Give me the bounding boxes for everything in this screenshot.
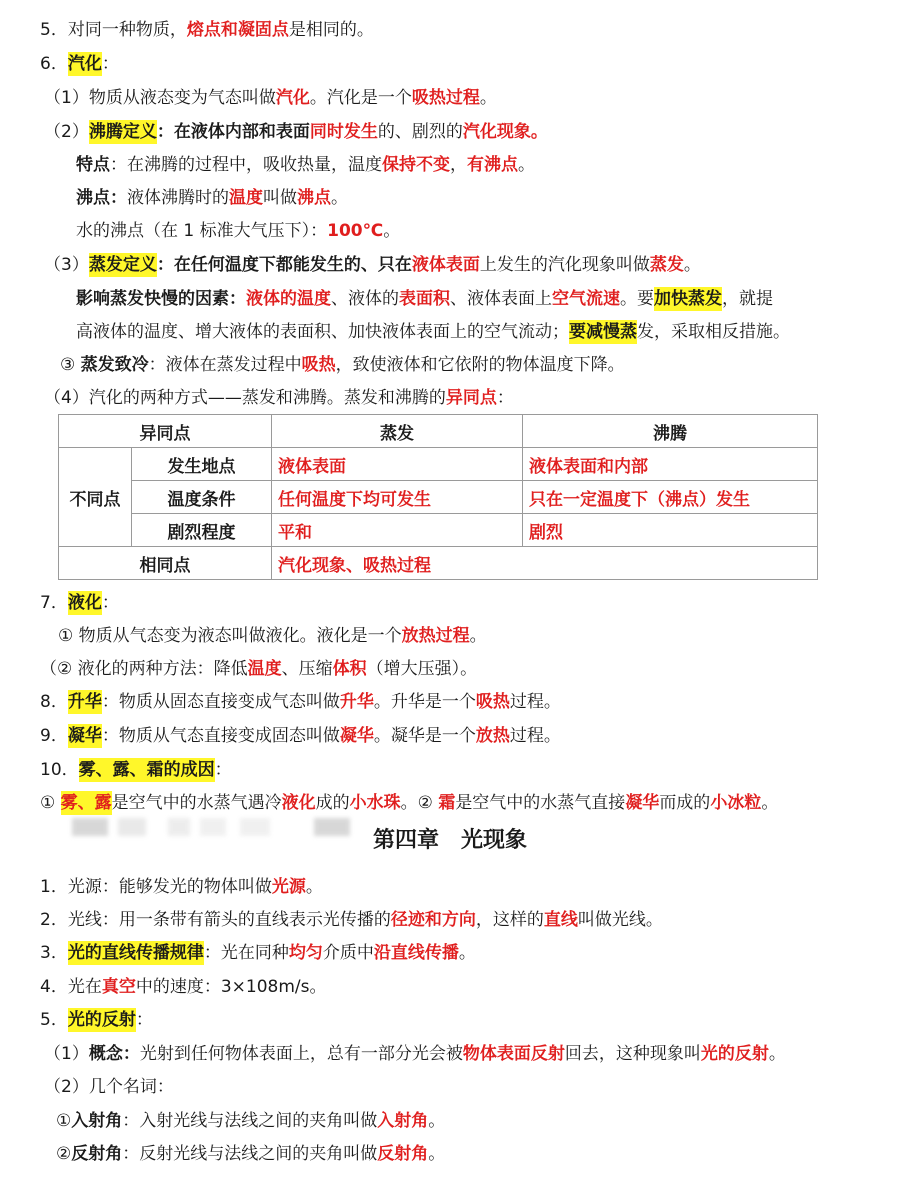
text-segment: 中的速度：3×108m/s。	[135, 977, 327, 997]
text-segment: 直线	[543, 910, 578, 930]
line-6-3-factors	[76, 288, 773, 310]
text-segment: 。	[331, 188, 348, 208]
text-segment: 温度	[229, 188, 263, 208]
line-c5-2	[44, 1076, 174, 1098]
table-cell: 任何温度下均可发生	[272, 481, 523, 514]
text-segment: 吸热	[301, 355, 336, 375]
text-segment: 光的反射	[67, 1010, 136, 1030]
text-segment: 。②	[400, 793, 439, 813]
line-9	[40, 725, 561, 747]
text-segment: ：在液体内部和表面	[156, 122, 310, 142]
text-segment: 同时发生	[309, 122, 378, 142]
table-cell: 只在一定温度下（沸点）发生	[523, 481, 818, 514]
text-segment: 放热过程	[401, 626, 470, 646]
text-segment: ：	[214, 760, 232, 780]
line-6-1	[44, 87, 497, 109]
text-segment: 3．	[40, 943, 68, 963]
text-segment: ：反射光线与法线之间的夹角叫做	[122, 1144, 378, 1164]
text-segment: 。升华是一个	[373, 692, 476, 712]
table-cell: 剧烈	[523, 514, 818, 547]
text-segment: 要减慢蒸	[569, 322, 637, 342]
text-segment: 吸热过程	[411, 88, 480, 108]
text-segment: 光射到任何物体表面上，总有一部分光会被	[139, 1044, 463, 1064]
line-8	[40, 691, 561, 713]
line-6-2-boiling-point	[76, 187, 348, 209]
table-header-row	[59, 415, 818, 448]
text-segment: 汽化	[275, 88, 310, 108]
text-segment: 蒸发致冷	[80, 355, 149, 375]
text-segment: ：	[135, 1010, 153, 1030]
table-cell: 平和	[272, 514, 523, 547]
text-segment: ①	[56, 1111, 72, 1131]
text-segment: 。	[518, 155, 535, 175]
text-segment: 液化	[281, 793, 316, 813]
comparison-table	[58, 414, 818, 580]
text-segment: 10．	[40, 760, 79, 780]
text-segment: ②	[56, 1144, 72, 1164]
heading-6	[40, 53, 119, 75]
text-segment: ：物质从固态直接变成气态叫做	[101, 692, 340, 712]
text-segment: ③	[60, 355, 81, 375]
text-segment: 。	[479, 88, 497, 108]
text-segment: 。	[428, 1144, 446, 1164]
text-segment: 液体的温度	[246, 289, 331, 309]
text-segment: （2）几个名词：	[44, 1077, 174, 1097]
line-6-3-cooling	[60, 354, 625, 376]
text-segment: 体积	[332, 659, 367, 679]
text-segment: 。汽化是一个	[309, 88, 412, 108]
text-segment: 4．光在	[40, 977, 102, 997]
text-segment: （1）物质从液态变为气态叫做	[44, 88, 276, 108]
line-7-1	[58, 625, 487, 647]
text-segment: 有沸点	[467, 155, 518, 175]
text-segment: 2．光线：用一条带有箭头的直线表示光传播的	[40, 910, 391, 930]
text-segment: 。	[469, 626, 487, 646]
table-cell-key: 温度条件	[132, 481, 272, 514]
text-segment: ，就提	[722, 289, 773, 309]
text-segment: 高液体的温度、增大液体的表面积、加快液体表面上的空气流动；	[76, 322, 569, 342]
text-segment: 回去，这种现象叫	[564, 1044, 701, 1064]
heading-7	[40, 592, 119, 614]
line-c1	[40, 876, 323, 898]
text-segment: ，这样的	[475, 910, 544, 930]
text-segment: （增大压强）。	[366, 659, 478, 679]
text-segment: （2）	[44, 122, 89, 142]
text-segment: 介质中	[322, 943, 374, 963]
chapter-title: 第四章 光现象	[372, 828, 527, 853]
table-row	[59, 448, 818, 481]
text-segment: 过程。	[509, 692, 561, 712]
line-c2	[40, 909, 663, 931]
text-segment: ：光在同种	[203, 943, 289, 963]
text-segment: 影响蒸发快慢的因素：	[76, 289, 246, 309]
text-segment: 真空	[101, 977, 136, 997]
table-cell: 汽化现象、吸热过程	[272, 547, 818, 580]
text-segment: 加快蒸发	[654, 289, 722, 309]
line-5	[40, 19, 374, 41]
table-header: 蒸发	[272, 415, 523, 448]
text-segment: ：	[101, 593, 119, 613]
text-segment: 液体表面	[411, 255, 480, 275]
text-segment: 的、剧烈的	[377, 122, 463, 142]
text-segment: 。	[768, 1044, 786, 1064]
text-segment: （② 液化的两种方法：降低	[40, 659, 248, 679]
text-segment: 异同点	[445, 388, 497, 408]
text-segment: ① 物质从气态变为液态叫做液化。液化是一个	[58, 626, 402, 646]
text-segment: 熔点和凝固点	[186, 20, 289, 40]
table-row-group-label: 不同点	[59, 448, 132, 547]
text-segment: 蒸发	[649, 255, 684, 275]
text-segment: 反射角	[71, 1144, 123, 1164]
text-segment: ，	[450, 155, 467, 175]
text-segment: 叫做光线。	[577, 910, 663, 930]
text-segment: 5．	[40, 1010, 68, 1030]
text-segment: 凝华	[339, 726, 374, 746]
line-c3	[40, 942, 476, 964]
text-segment: ：在任何温度下都能发生的、只在	[156, 255, 412, 275]
text-segment: 升华	[67, 692, 102, 712]
text-segment: 光的直线传播规律	[67, 943, 204, 963]
text-segment: 。凝华是一个	[373, 726, 476, 746]
text-segment: 叫做	[263, 188, 297, 208]
text-segment: 概念：	[88, 1044, 140, 1064]
text-segment: 发，采取相反措施。	[637, 322, 790, 342]
table-row	[59, 481, 818, 514]
text-segment: 空气流速	[552, 289, 620, 309]
text-segment: 放热	[475, 726, 510, 746]
line-6-4	[44, 387, 514, 409]
text-segment: 特点	[76, 155, 110, 175]
text-segment: 保持不变	[382, 155, 450, 175]
text-segment: ，致使液体和它依附的物体温度下降。	[335, 355, 625, 375]
table-row-group-label: 相同点	[59, 547, 272, 580]
text-segment: 反射角	[377, 1144, 429, 1164]
heading-10	[40, 759, 232, 781]
text-segment: 沸点	[297, 188, 331, 208]
text-segment: 8．	[40, 692, 68, 712]
text-segment: 。	[428, 1111, 446, 1131]
text-segment: 小水珠	[349, 793, 401, 813]
table-cell: 液体表面和内部	[523, 448, 818, 481]
text-segment: 吸热	[475, 692, 510, 712]
text-segment: 小冰粒	[710, 793, 762, 813]
line-10-1	[40, 792, 778, 814]
text-segment: 过程。	[509, 726, 561, 746]
text-segment: 100℃	[327, 221, 384, 241]
line-c5-1	[44, 1043, 786, 1065]
text-segment: 5．对同一种物质，	[40, 20, 187, 40]
text-segment: 沸点：	[76, 188, 127, 208]
line-6-2-features	[76, 154, 535, 176]
line-c5-2b	[56, 1143, 445, 1165]
text-segment: 温度	[247, 659, 282, 679]
text-segment: 蒸发定义	[88, 255, 157, 275]
text-segment: 。要	[620, 289, 654, 309]
text-segment: 。	[458, 943, 476, 963]
table-header: 沸腾	[523, 415, 818, 448]
table-cell-key: 剧烈程度	[132, 514, 272, 547]
line-6-2-water	[76, 220, 400, 242]
text-segment: 入射角	[377, 1111, 429, 1131]
text-segment: 沸腾定义	[88, 122, 157, 142]
line-7-2	[40, 658, 477, 680]
text-segment: 9．	[40, 726, 68, 746]
line-6-3	[44, 254, 701, 276]
text-segment: 、液体的	[331, 289, 399, 309]
text-segment: 物体表面反射	[462, 1044, 565, 1064]
text-segment: 1．光源：能够发光的物体叫做	[40, 877, 272, 897]
text-segment: 而成的	[659, 793, 711, 813]
text-segment: 。	[761, 793, 779, 813]
text-segment: （1）	[44, 1044, 89, 1064]
table-row	[59, 547, 818, 580]
text-segment: 。	[305, 877, 323, 897]
text-segment: ①	[40, 793, 61, 813]
text-segment: 凝华	[625, 793, 660, 813]
text-segment: 、液体表面上	[450, 289, 552, 309]
line-c4	[40, 976, 326, 998]
text-segment: 、压缩	[281, 659, 333, 679]
text-segment: 雾、露、霜的成因	[78, 760, 215, 780]
table-cell: 液体表面	[272, 448, 523, 481]
table-row	[59, 514, 818, 547]
text-segment: 光源	[271, 877, 306, 897]
text-segment: 6．	[40, 54, 68, 74]
text-segment: 均匀	[288, 943, 323, 963]
text-segment: 是空气中的水蒸气直接	[455, 793, 626, 813]
text-segment: 。	[683, 255, 701, 275]
text-segment: 光的反射	[700, 1044, 769, 1064]
text-segment: 汽化现象。	[462, 122, 548, 142]
text-segment: ：	[496, 388, 514, 408]
line-6-3-factors-cont	[76, 321, 790, 343]
text-segment: 径迹和方向	[390, 910, 476, 930]
text-segment: 凝华	[67, 726, 102, 746]
text-segment: 水的沸点（在 1 标准大气压下）：	[76, 221, 328, 241]
text-segment: ：	[101, 54, 119, 74]
text-segment: 上发生的汽化现象叫做	[479, 255, 650, 275]
table-header: 异同点	[59, 415, 272, 448]
heading-c5	[40, 1009, 153, 1031]
text-segment: ：在沸腾的过程中，吸收热量，温度	[110, 155, 382, 175]
text-segment: 是相同的。	[288, 20, 374, 40]
text-segment: （4）汽化的两种方式——蒸发和沸腾。蒸发和沸腾的	[44, 388, 446, 408]
text-segment: 液体沸腾时的	[127, 188, 229, 208]
text-segment: 7．	[40, 593, 68, 613]
text-segment: 液化	[67, 593, 102, 613]
text-segment: 霜	[438, 793, 456, 813]
text-segment: ：入射光线与法线之间的夹角叫做	[122, 1111, 378, 1131]
text-segment: 汽化	[67, 54, 102, 74]
text-segment: 入射角	[71, 1111, 123, 1131]
text-segment: ：液体在蒸发过程中	[148, 355, 302, 375]
text-segment: ：物质从气态直接变成固态叫做	[101, 726, 340, 746]
text-segment: 是空气中的水蒸气遇冷	[111, 793, 282, 813]
table-cell-key: 发生地点	[132, 448, 272, 481]
text-segment: 沿直线传播	[373, 943, 459, 963]
text-segment: 升华	[339, 692, 374, 712]
text-segment: 表面积	[399, 289, 450, 309]
text-segment: （3）	[44, 255, 89, 275]
text-segment: 。	[383, 221, 401, 241]
text-segment: 成的	[315, 793, 350, 813]
line-6-2	[44, 121, 548, 143]
text-segment: 雾、露	[60, 793, 112, 813]
line-c5-2a	[56, 1110, 445, 1132]
